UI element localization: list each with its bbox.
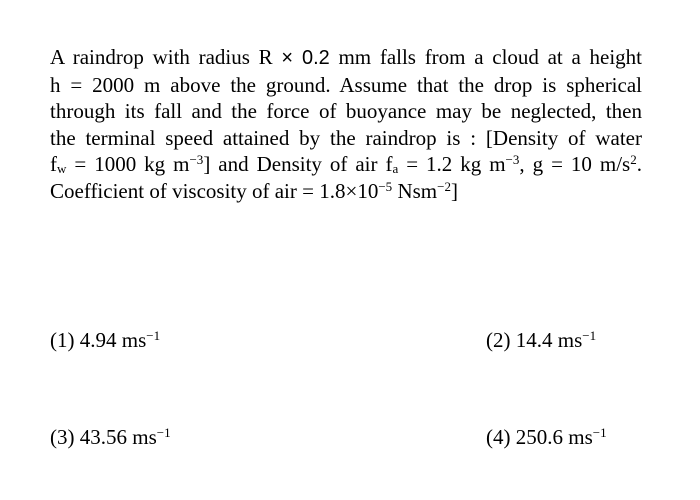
superscript: −1 [156,424,171,440]
question-line-3: through its fall and the force of buoyance may be neglected, then [50,99,642,123]
question-line-4: the terminal speed attained by the raindrop is : [Density of water [50,125,642,150]
question-text-segment: ] [450,178,458,203]
answer-option-3[interactable] [50,424,171,450]
question-radius-value: × 0.2 [281,47,330,69]
question-text-segment: . [636,152,642,176]
question-text [50,44,642,204]
superscript: −5 [378,178,393,194]
question-text-segment: A raindrop with radius R [50,45,282,69]
option-value: 14.4 ms [515,328,583,352]
question-text-segment: = 1000 kg m [66,152,190,176]
superscript: 2 [630,151,637,167]
option-label: (4) [486,425,511,449]
option-label: (2) [486,328,511,352]
question-line-2: h = 2000 m above the ground. Assume that the drop is spherical [50,72,642,97]
answer-option-4[interactable] [486,424,607,450]
superscript: −3 [189,151,204,167]
option-label: (1) [50,328,75,352]
question-line-5 [50,151,642,178]
superscript: −3 [505,151,520,167]
superscript: −1 [592,424,607,440]
superscript: −1 [146,327,161,343]
question-line-1 [50,44,642,72]
question-text-segment: ] and Density of air f [203,152,393,176]
option-value: 43.56 ms [79,425,157,449]
option-value: 4.94 ms [79,328,147,352]
subscript: w [57,160,67,176]
answer-option-2[interactable] [486,327,596,353]
question-text-segment: , g = 10 m/s [519,152,631,176]
answer-option-1[interactable] [50,327,160,353]
option-value: 250.6 ms [515,425,593,449]
subscript: a [392,160,399,176]
superscript: −2 [437,178,451,194]
question-text-segment: Coefficient of viscosity of air = 1.8×10 [50,178,379,203]
question-line-6 [50,178,642,205]
question-text-segment: mm falls from a cloud at a height [329,45,642,69]
question-text-segment: f [50,152,57,176]
option-label: (3) [50,425,75,449]
question-text-segment: = 1.2 kg m [398,152,506,176]
superscript: −1 [582,327,597,343]
question-text-segment: Nsm [392,178,438,203]
